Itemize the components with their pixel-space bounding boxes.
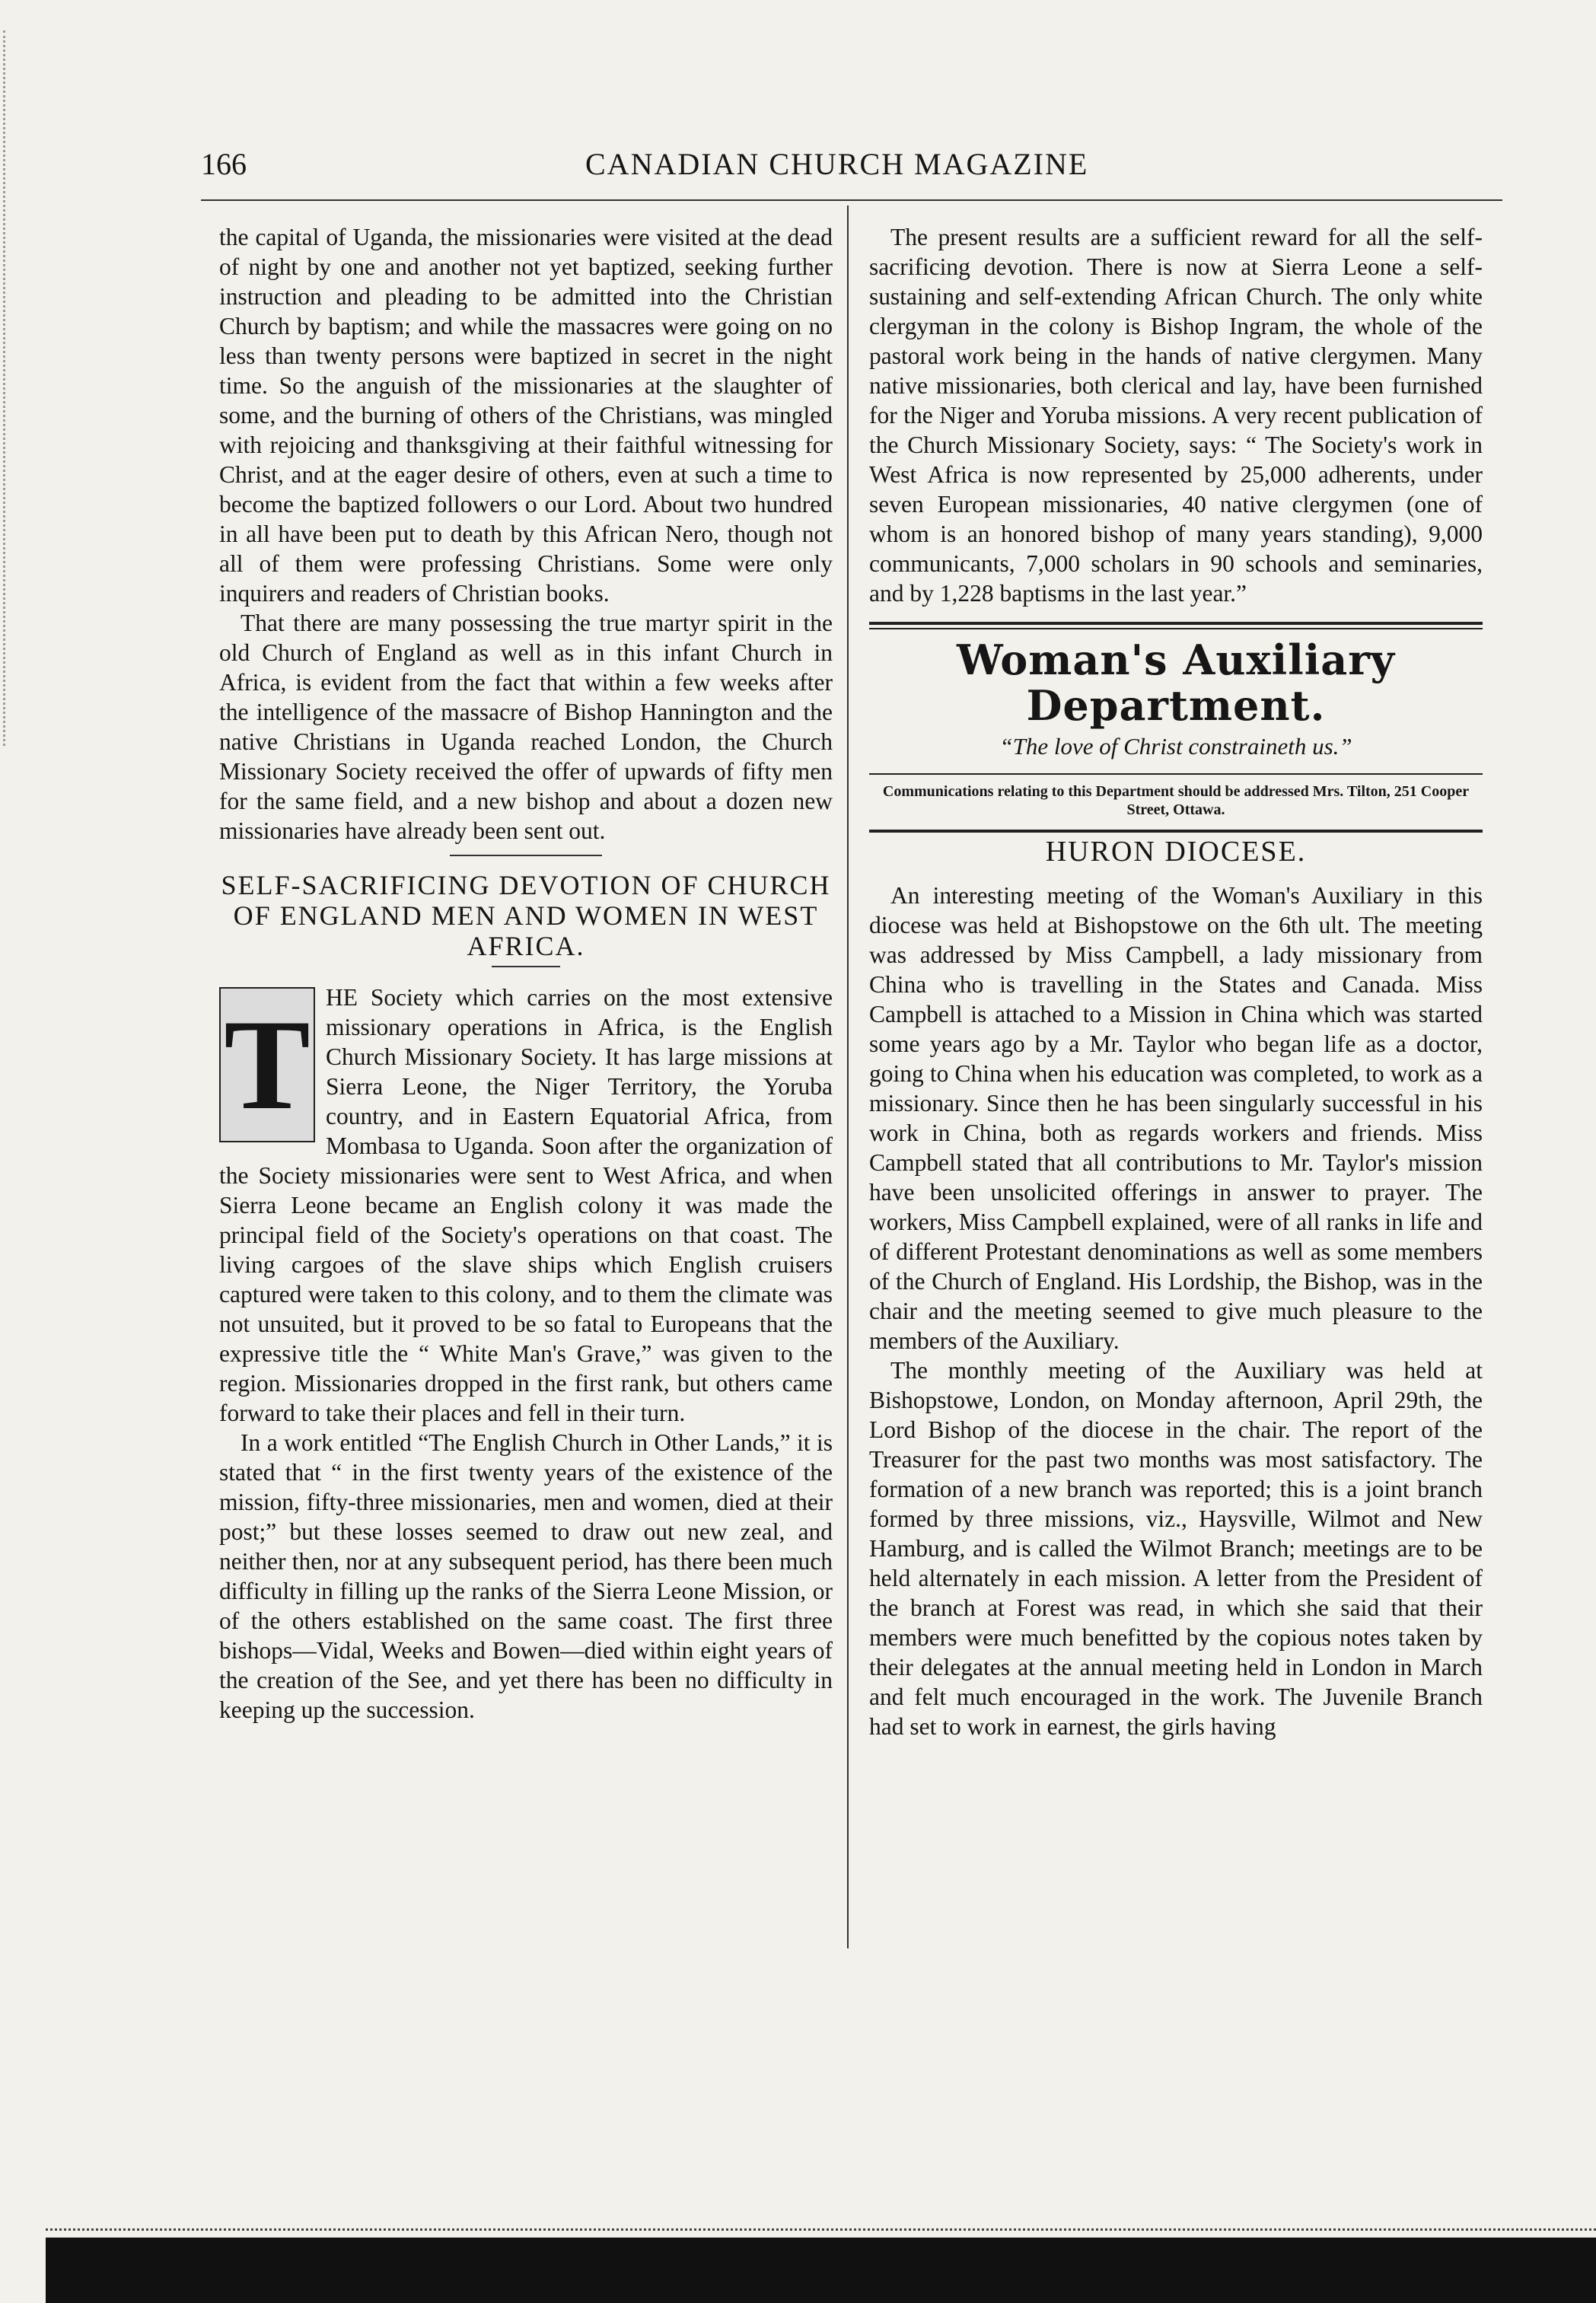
left-paragraph-2: That there are many possessing the true martyr spirit in the old Church of England as well as in this infant Church in Africa, is evident from the fact that within a few weeks after the intelligence of the massacre of Bishop Hannington and the native Christians in Uganda reached London, the Church Missionary Society received the offer of upwards of fifty men for the same field, and a new bishop and about a dozen new missionaries have already been sent out. (219, 610, 833, 844)
scan-bottom-bar (46, 2238, 1596, 2303)
article-opening (219, 983, 833, 1428)
right-paragraph-1: The present results are a sufficient reward for all the self-sacrificing devotion. There is now at Sierra Leone a self-sustaining and self-extending African Church. The only white clergyman in the colony is Bishop Ingram, the whole of the pastoral work being in the hands of native clergymen. Many native missionaries, both clerical and lay, have been furnished for the Niger and Yoruba missions. A very recent publication of the Church Missionary Society, says: “ The Society's work in West Africa is now represented by 25,000 adherents, under seven European missionaries, 40 native clergymen (one of whom is an honored bishop of many years standing), 9,000 communicants, 7,000 scholars in 90 schools and seminaries, and by 1,228 baptisms in the last year.” (869, 224, 1483, 607)
left-paragraph-4: In a work entitled “The English Church in Other Lands,” it is stated that “ in the first twenty years of the existence of the mission, fifty-three missionaries, men and women, died at their post;” but these losses seemed to draw out new zeal, and neither then, nor at any subsequent period, has there been much difficulty in filling up the ranks of the Sierra Leone Mission, or of the others established on the same coast. The first three bishops—Vidal, Weeks and Bowen—died within eight years of the creation of the See, and yet there has been no difficulty in keeping up the succession. (219, 1429, 833, 1723)
department-title: Woman's Auxiliary Department. (956, 635, 1396, 730)
page-number: 166 (201, 147, 247, 181)
page-header (201, 146, 1502, 192)
department-rule-bottom (869, 830, 1483, 833)
left-paragraph-1: the capital of Uganda, the missionaries were visited at the dead of night by one and another not yet baptized, seeking further instruction and pleading to be admitted into the Christian Church by baptism; and while the massacres were going on no less than twenty persons were baptized in secret in the night time. So the anguish of the missionaries at the slaughter of some, and the burning of others of the Christians, was mingled with rejoicing and thanksgiving at their faithful witnessing for Christ, and at the eager desire of others, even at such a time to become the baptized followers o our Lord. About two hundred in all have been put to death by this African Nero, though not all of them were professing Christians. Some were only inquirers and readers of Christian books. (219, 224, 833, 607)
department-rule-top-thin (869, 628, 1483, 629)
running-title: CANADIAN CHURCH MAGAZINE (585, 147, 1089, 181)
department-motto: “The love of Christ constraineth us.” (999, 733, 1352, 760)
bottom-dotted-line (46, 2228, 1596, 2231)
section-rule (450, 855, 602, 856)
department-rule-middle (869, 773, 1483, 775)
left-paragraph-3: HE Society which carries on the most extensive missionary operations in Africa, is the English Church Missionary Society. It has large missions at Sierra Leone, the Niger Territory, the Yoruba country, and in Eastern Equatorial Africa, from Mombasa to Uganda. Soon after the organization of the Society missionaries were sent to West Africa, and when Sierra Leone became an English colony it was made the principal field of the Society's operations on that coast. The living cargoes of the slave ships which English cruisers captured were taken to this colony, and to them the climate was not unsuited, but it proved to be so fatal to Europeans that the expressive title the “ White Man's Grave,” was given to the region. Missionaries dropped in the first rank, but others came forward to take their places and fell in their turn. (219, 984, 833, 1426)
section-title-rule (492, 966, 560, 967)
right-paragraph-2: An interesting meeting of the Woman's Auxiliary in this diocese was held at Bishopstowe on the 6th ult. The meeting was addressed by Miss Campbell, a lady missionary from China who is travelling in the States and Canada. Miss Campbell is attached to a Mission in China which was started some years ago by a Mr. Taylor who began life as a doctor, going to China when his education was completed, to work as a missionary. Since then he has been singularly successful in his work in China, both as regards workers and friends. Miss Campbell stated that all contributions to Mr. Taylor's mission have been unsolicited offerings in answer to prayer. The workers, Miss Campbell explained, were of all ranks in life and of different Protestant denominations as well as some members of the Church of England. His Lordship, the Bishop, was in the chair and the meeting seemed to give much pleasure to the members of the Auxiliary. (869, 882, 1483, 1354)
header-rule (201, 199, 1502, 201)
department-rule-top (869, 622, 1483, 625)
right-column (869, 222, 1483, 1741)
communication-notice: Communications relating to this Department should be addressed Mrs. Tilton, 251 Cooper Street, Ottawa. (882, 783, 1470, 818)
left-column (219, 222, 833, 1725)
ornamental-drop-cap: T (219, 987, 315, 1142)
diocese-title: HURON DIOCESE. (1045, 836, 1307, 868)
scan-edge-marks (3, 30, 25, 746)
section-title: SELF-SACRIFICING DEVOTION OF CHURCH OF ENGLAND MEN AND WOMEN IN WEST AFRICA. (221, 870, 831, 961)
right-paragraph-3: The monthly meeting of the Auxiliary was held at Bishopstowe, London, on Monday afternoon, April 29th, the Lord Bishop of the diocese in the chair. The report of the Treasurer for the past two months was most satisfactory. The formation of a new branch was reported; this is a joint branch formed by three missions, viz., Haysville, Wilmot and New Hamburg, and is called the Wilmot Branch; meetings are to be held alternately in each mission. A letter from the President of the branch at Forest was read, in which she said that their members were much benefitted by the copious notes taken by their delegates at the annual meeting held in London in March and felt much encouraged in the work. The Juvenile Branch had set to work in earnest, the girls having (869, 1357, 1483, 1740)
column-divider (847, 205, 849, 1948)
